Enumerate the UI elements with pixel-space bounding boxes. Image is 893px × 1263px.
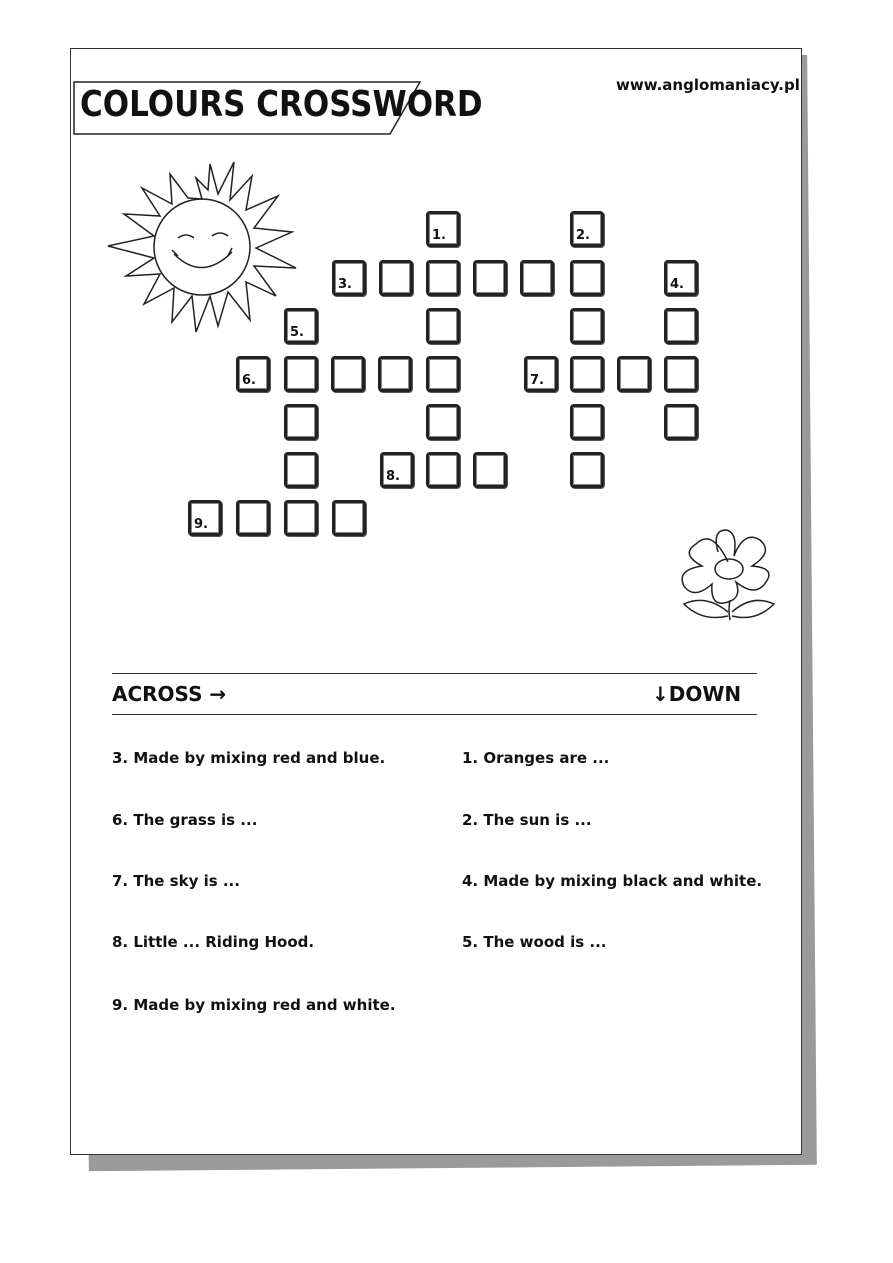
across-clue: 7. The sky is ... [112,872,240,890]
website-url: www.anglomaniacy.pl [616,76,800,94]
crossword-cell[interactable] [473,260,507,296]
clue-number-6: 6. [242,373,256,388]
crossword-cell[interactable] [284,452,318,488]
crossword-cell[interactable] [664,404,698,440]
crossword-cell[interactable] [520,260,554,296]
crossword-cell[interactable] [332,500,366,536]
crossword-cell[interactable] [426,308,460,344]
clue-number-9: 9. [194,517,208,532]
clue-number-3: 3. [338,277,352,292]
across-clue: 6. The grass is ... [112,811,258,829]
crossword-cell[interactable] [570,308,604,344]
across-clue: 9. Made by mixing red and white. [112,996,396,1014]
crossword-cell[interactable] [379,260,413,296]
crossword-cell[interactable] [236,356,270,392]
across-clue: 3. Made by mixing red and blue. [112,749,386,767]
down-clue: 5. The wood is ... [462,933,607,951]
crossword-cell[interactable] [378,356,412,392]
crossword-cell[interactable] [426,356,460,392]
crossword-cell[interactable] [284,404,318,440]
divider-bottom [112,714,757,715]
crossword-cell[interactable] [426,452,460,488]
crossword-cell[interactable] [332,260,366,296]
down-header: ↓DOWN [652,682,742,706]
crossword-cell[interactable] [426,260,460,296]
sun-icon [100,150,300,340]
across-clue: 8. Little ... Riding Hood. [112,933,315,951]
clue-number-2: 2. [576,228,590,243]
title-banner [72,74,483,136]
crossword-cell[interactable] [473,452,507,488]
crossword-cell[interactable] [426,211,460,247]
crossword-cell[interactable] [570,211,604,247]
down-clue: 2. The sun is ... [462,811,592,829]
crossword-cell[interactable] [284,356,318,392]
crossword-cell[interactable] [524,356,558,392]
clue-number-7: 7. [530,373,544,388]
crossword-cell[interactable] [570,404,604,440]
crossword-cell[interactable] [617,356,651,392]
crossword-cell[interactable] [664,260,698,296]
down-clue: 1. Oranges are ... [462,749,610,767]
crossword-cell[interactable] [664,308,698,344]
crossword-cell[interactable] [570,452,604,488]
crossword-cell[interactable] [570,356,604,392]
divider-top [112,673,757,674]
page-title: COLOURS CROSSWORD [80,84,483,126]
crossword-cell[interactable] [284,308,318,344]
crossword-cell[interactable] [331,356,365,392]
crossword-cell[interactable] [188,500,222,536]
clue-number-8: 8. [386,469,400,484]
flower-icon [672,524,784,624]
crossword-cell[interactable] [664,356,698,392]
clue-number-5: 5. [290,325,304,340]
across-header: ACROSS → [112,682,227,706]
down-clue: 4. Made by mixing black and white. [462,872,763,890]
clue-number-4: 4. [670,277,684,292]
crossword-cell[interactable] [426,404,460,440]
crossword-cell[interactable] [236,500,270,536]
clue-number-1: 1. [432,228,446,243]
crossword-cell[interactable] [570,260,604,296]
crossword-cell[interactable] [284,500,318,536]
crossword-cell[interactable] [380,452,414,488]
